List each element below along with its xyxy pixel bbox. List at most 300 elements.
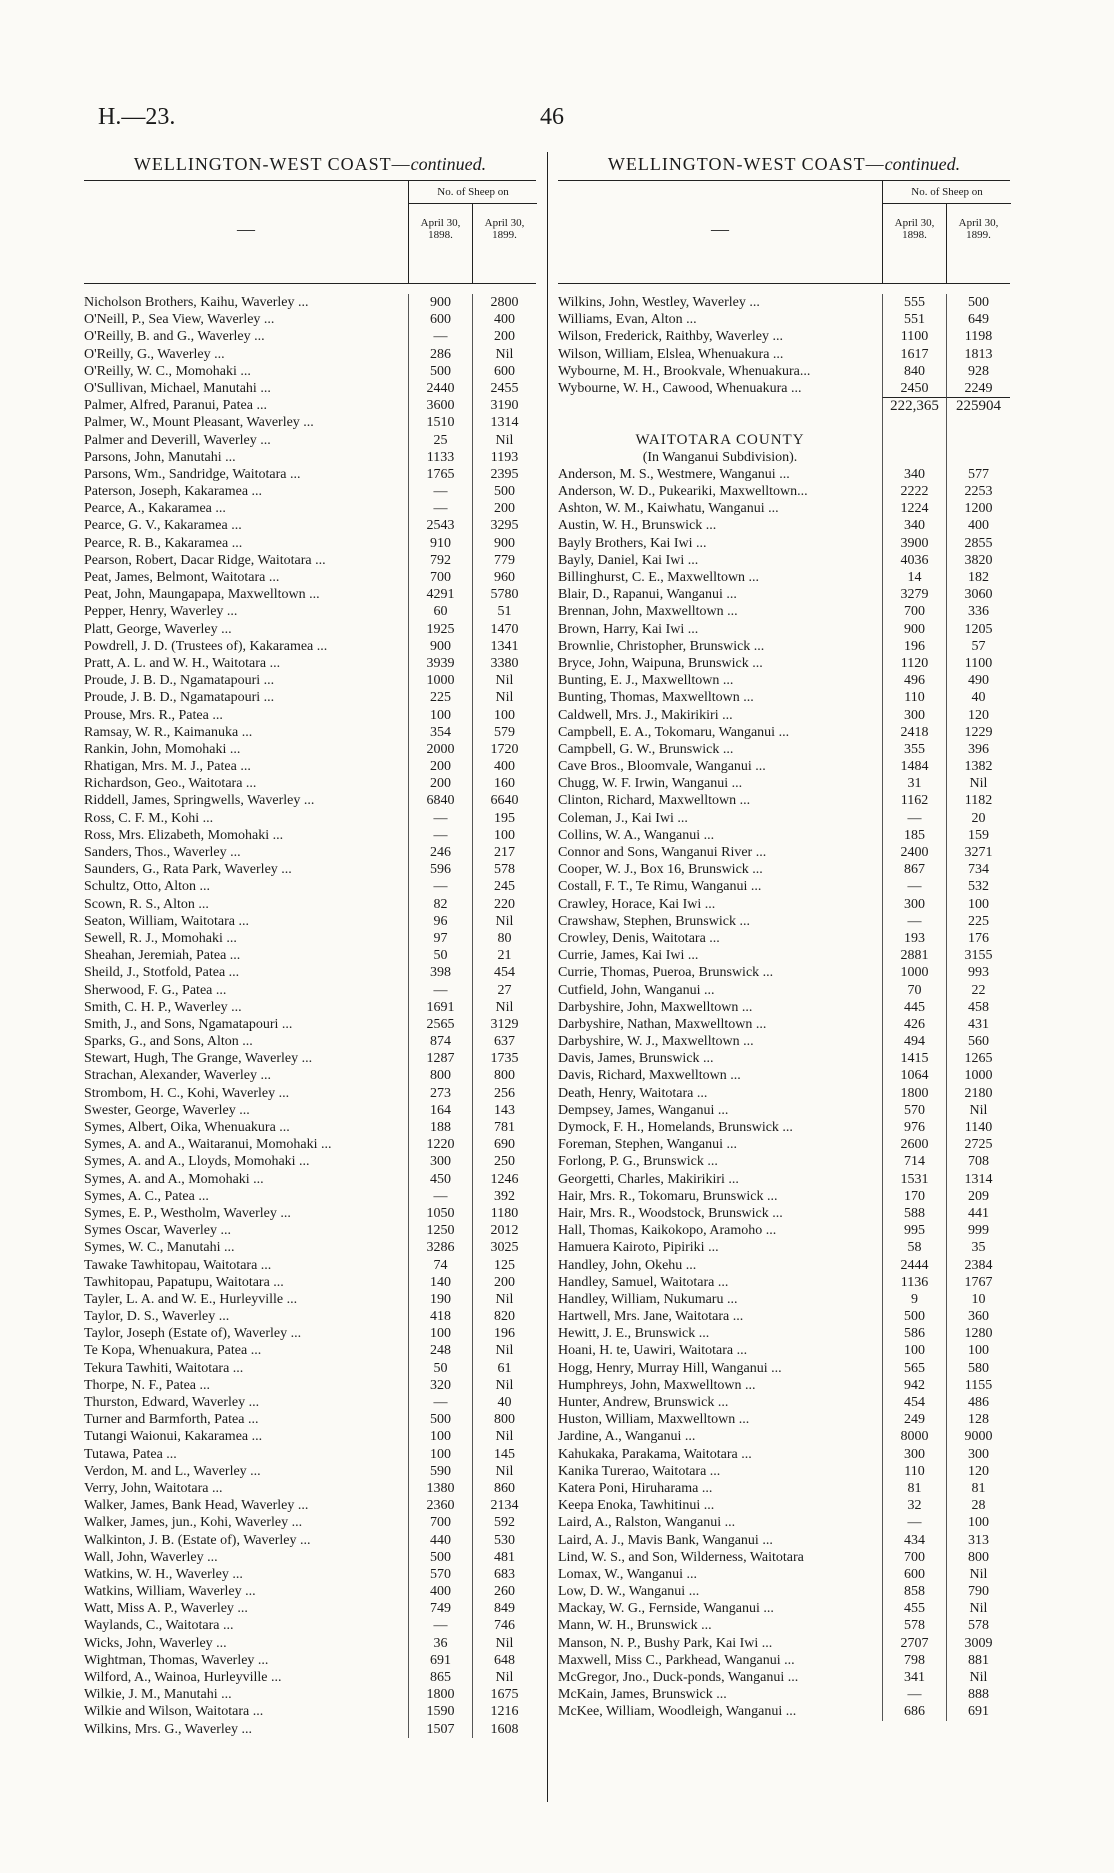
row-name: Wall, John, Waverley ...	[84, 1549, 218, 1565]
row-name: Tekura Tawhiti, Waitotara ...	[84, 1360, 244, 1376]
row-sheep-1899: 820	[472, 1308, 536, 1325]
table-row	[84, 827, 536, 844]
row-name: Wybourne, M. H., Brookvale, Whenuakura...	[558, 363, 811, 379]
row-sheep-1898: 273	[408, 1085, 472, 1102]
row-name: Billinghurst, C. E., Maxwelltown ...	[558, 570, 760, 585]
row-sheep-1898: 60	[408, 603, 472, 620]
row-sheep-1898: —	[408, 1394, 472, 1411]
row-sheep-1899: 928	[946, 363, 1010, 380]
row-sheep-1899: 1675	[472, 1686, 536, 1703]
row-sheep-1899: 2395	[472, 466, 536, 483]
row-sheep-1899: Nil	[472, 1377, 536, 1394]
table-row	[558, 1686, 1010, 1703]
row-name: Watkins, William, Waverley ...	[84, 1584, 256, 1600]
row-name: Dempsey, James, Wanganui ...	[558, 1102, 729, 1118]
row-sheep-1898: 4291	[408, 586, 472, 603]
row-sheep-1899: 220	[472, 896, 536, 913]
row-name: Tutawa, Patea ...	[84, 1446, 177, 1462]
row-sheep-1899: 481	[472, 1549, 536, 1566]
row-name: Costall, F. T., Te Rimu, Wanganui ...	[558, 879, 762, 895]
table-row	[558, 792, 1010, 809]
row-sheep-1898: 32	[882, 1497, 946, 1514]
row-name: Riddell, James, Springwells, Waverley ...	[84, 793, 315, 809]
row-sheep-1899: 1470	[472, 621, 536, 638]
right-table-header	[558, 180, 1010, 284]
row-sheep-1899: Nil	[472, 999, 536, 1016]
row-sheep-1899: Nil	[472, 913, 536, 930]
row-sheep-1898: 286	[408, 346, 472, 363]
table-row	[558, 1308, 1010, 1325]
row-name: Symes, A. and A., Lloyds, Momohaki ...	[84, 1154, 310, 1170]
table-row	[558, 500, 1010, 517]
row-sheep-1898: —	[882, 810, 946, 827]
row-name: Symes, Albert, Oika, Whenuakura ...	[84, 1120, 290, 1135]
row-sheep-1898: 2000	[408, 741, 472, 758]
page-number: 46	[540, 104, 564, 130]
table-row	[84, 758, 536, 775]
row-sheep-1899: 1198	[946, 328, 1010, 345]
row-sheep-1899: 200	[472, 1274, 536, 1291]
row-sheep-1899: 1280	[946, 1325, 1010, 1342]
table-row	[558, 1033, 1010, 1050]
table-row	[558, 999, 1010, 1016]
table-row	[84, 878, 536, 895]
row-sheep-1898: —	[882, 913, 946, 930]
table-row	[84, 1033, 536, 1050]
row-name: Stewart, Hugh, The Grange, Waverley ...	[84, 1051, 313, 1067]
row-sheep-1898: —	[408, 483, 472, 500]
row-name: Parsons, Wm., Sandridge, Waitotara ...	[84, 466, 301, 482]
row-sheep-1898: 188	[408, 1119, 472, 1136]
row-sheep-1899: 2800	[472, 294, 536, 311]
right-table-body	[558, 284, 1010, 1721]
table-row	[84, 896, 536, 913]
row-sheep-1898: 170	[882, 1188, 946, 1205]
row-sheep-1899: 21	[472, 947, 536, 964]
row-name: Crawley, Horace, Kai Iwi ...	[558, 896, 716, 912]
row-sheep-1899: 1246	[472, 1171, 536, 1188]
table-row	[84, 1514, 536, 1531]
page-id: H.—23.	[98, 104, 176, 130]
row-name: Handley, Samuel, Waitotara ...	[558, 1274, 729, 1290]
row-name: Coleman, J., Kai Iwi ...	[558, 810, 688, 826]
row-sheep-1898: 300	[882, 896, 946, 913]
row-sheep-1898: —	[408, 982, 472, 999]
row-sheep-1898: 440	[408, 1532, 472, 1549]
table-row	[84, 724, 536, 741]
row-name: Low, D. W., Wanganui ...	[558, 1584, 700, 1600]
row-sheep-1898: 200	[408, 758, 472, 775]
row-sheep-1898: 225	[408, 689, 472, 706]
table-row	[84, 964, 536, 981]
table-row	[84, 311, 536, 328]
table-row	[558, 535, 1010, 552]
row-sheep-1899: 160	[472, 775, 536, 792]
row-sheep-1898: 1415	[882, 1050, 946, 1067]
row-sheep-1899: 1200	[946, 500, 1010, 517]
row-sheep-1898: 910	[408, 535, 472, 552]
row-sheep-1898: 590	[408, 1463, 472, 1480]
row-sheep-1898: 900	[882, 621, 946, 638]
row-sheep-1898: 300	[882, 707, 946, 724]
row-sheep-1898: —	[408, 1617, 472, 1634]
row-name: Powdrell, J. D. (Trustees of), Kakaramea ...	[84, 638, 328, 654]
table-row	[558, 1222, 1010, 1239]
row-sheep-1899: 120	[946, 1463, 1010, 1480]
row-name: Bryce, John, Waipuna, Brunswick ...	[558, 655, 763, 671]
row-name: Mann, W. H., Brunswick ...	[558, 1618, 712, 1634]
row-name: Schultz, Otto, Alton ...	[84, 879, 210, 895]
table-row	[558, 964, 1010, 981]
row-sheep-1899: 81	[946, 1480, 1010, 1497]
column-divider	[547, 152, 548, 1802]
table-row	[558, 1257, 1010, 1274]
row-sheep-1899: 746	[472, 1617, 536, 1634]
row-sheep-1899: 649	[946, 311, 1010, 328]
row-sheep-1898: 1133	[408, 449, 472, 466]
row-name: Clinton, Richard, Maxwelltown ...	[558, 793, 751, 809]
row-sheep-1899: 250	[472, 1153, 536, 1170]
table-row	[84, 1463, 536, 1480]
table-row	[558, 1102, 1010, 1119]
row-sheep-1899: 61	[472, 1360, 536, 1377]
row-name: Collins, W. A., Wanganui ...	[558, 827, 715, 843]
row-name: Tayler, L. A. and W. E., Hurleyville ...	[84, 1291, 298, 1307]
total-row	[558, 397, 1010, 414]
row-sheep-1898: 50	[408, 947, 472, 964]
row-name: Campbell, G. W., Brunswick ...	[558, 741, 734, 757]
table-row	[84, 1171, 536, 1188]
row-sheep-1899: 3295	[472, 517, 536, 534]
row-name: Tawhitopau, Papatupu, Waitotara ...	[84, 1274, 284, 1290]
row-sheep-1898: 1064	[882, 1067, 946, 1084]
table-row	[558, 1153, 1010, 1170]
row-name: Darbyshire, W. J., Maxwelltown ...	[558, 1034, 754, 1050]
row-sheep-1899: 100	[946, 1342, 1010, 1359]
table-row	[84, 1721, 536, 1738]
row-sheep-1898: 588	[882, 1205, 946, 1222]
table-row	[558, 1067, 1010, 1084]
row-sheep-1899: 143	[472, 1102, 536, 1119]
row-sheep-1898: 70	[882, 982, 946, 999]
table-row	[84, 1428, 536, 1445]
row-sheep-1898: 31	[882, 775, 946, 792]
row-sheep-1898: 341	[882, 1669, 946, 1686]
table-row	[84, 1205, 536, 1222]
table-row	[558, 552, 1010, 569]
table-row	[558, 1239, 1010, 1256]
row-sheep-1899: 1193	[472, 449, 536, 466]
row-sheep-1899: 125	[472, 1257, 536, 1274]
row-sheep-1899: 2134	[472, 1497, 536, 1514]
row-name: Handley, John, Okehu ...	[558, 1257, 697, 1273]
row-sheep-1899: 431	[946, 1016, 1010, 1033]
row-sheep-1899: 1155	[946, 1377, 1010, 1394]
left-column-title	[84, 152, 536, 180]
row-name: Cooper, W. J., Box 16, Brunswick ...	[558, 862, 763, 878]
table-row	[558, 1428, 1010, 1445]
row-sheep-1899: Nil	[472, 1342, 536, 1359]
total-1898: 222,365	[882, 397, 946, 414]
total-label	[558, 397, 882, 414]
row-sheep-1898: 500	[882, 1308, 946, 1325]
spacer-row	[558, 414, 1010, 431]
table-row	[84, 621, 536, 638]
row-sheep-1899: Nil	[946, 775, 1010, 792]
row-sheep-1899: 1216	[472, 1703, 536, 1720]
row-name: Davis, Richard, Maxwelltown ...	[558, 1068, 741, 1084]
row-name: O'Reilly, W. C., Momohaki ...	[84, 363, 251, 379]
table-row	[558, 896, 1010, 913]
row-sheep-1898: 900	[408, 638, 472, 655]
row-sheep-1898: 100	[882, 1342, 946, 1359]
row-sheep-1898: —	[882, 1514, 946, 1531]
table-row	[84, 775, 536, 792]
table-row	[84, 913, 536, 930]
row-sheep-1899: 3060	[946, 586, 1010, 603]
row-sheep-1899: Nil	[472, 1669, 536, 1686]
row-name: McKain, James, Brunswick ...	[558, 1687, 727, 1703]
table-row	[84, 1686, 536, 1703]
table-row	[558, 1480, 1010, 1497]
table-row	[84, 483, 536, 500]
row-sheep-1898: 1925	[408, 621, 472, 638]
row-name: Walker, James, jun., Kohi, Waverley ...	[84, 1515, 303, 1531]
row-name: Walkinton, J. B. (Estate of), Waverley ...	[84, 1532, 311, 1548]
row-sheep-1899: 6640	[472, 792, 536, 809]
row-sheep-1899: 28	[946, 1497, 1010, 1514]
right-column-title	[558, 152, 1010, 180]
row-name: Paterson, Joseph, Kakaramea ...	[84, 484, 263, 500]
table-row	[558, 724, 1010, 741]
row-name: Symes, W. C., Manutahi ...	[84, 1240, 235, 1256]
row-name: Hoani, H. te, Uawiri, Waitotara ...	[558, 1343, 748, 1359]
row-sheep-1899: 209	[946, 1188, 1010, 1205]
row-name: Humphreys, John, Maxwelltown ...	[558, 1377, 756, 1393]
row-sheep-1898: 2418	[882, 724, 946, 741]
table-row	[558, 1497, 1010, 1514]
row-sheep-1899: 500	[946, 294, 1010, 311]
row-name: Taylor, Joseph (Estate of), Waverley ...	[84, 1326, 302, 1342]
row-sheep-1899: 225	[946, 913, 1010, 930]
row-sheep-1898: 3279	[882, 586, 946, 603]
table-row	[84, 363, 536, 380]
row-sheep-1899: 35	[946, 1239, 1010, 1256]
row-sheep-1898: 1287	[408, 1050, 472, 1067]
row-name: O'Sullivan, Michael, Manutahi ...	[84, 380, 271, 396]
row-sheep-1898: 792	[408, 552, 472, 569]
row-name: Taylor, D. S., Waverley ...	[84, 1309, 230, 1325]
row-sheep-1899: 800	[946, 1549, 1010, 1566]
row-sheep-1899: 3009	[946, 1635, 1010, 1652]
row-sheep-1898: 2400	[882, 844, 946, 861]
table-row	[558, 1377, 1010, 1394]
row-name: McGregor, Jno., Duck-ponds, Wanganui ...	[558, 1670, 799, 1685]
row-sheep-1899: Nil	[472, 1635, 536, 1652]
row-name: McKee, William, Woodleigh, Wanganui ...	[558, 1704, 797, 1720]
row-sheep-1899: 3271	[946, 844, 1010, 861]
row-name: Rankin, John, Momohaki ...	[84, 741, 241, 757]
table-row	[84, 1532, 536, 1549]
table-row	[558, 586, 1010, 603]
table-row	[558, 1463, 1010, 1480]
row-name: Connor and Sons, Wanganui River ...	[558, 845, 767, 860]
row-name: Symes, A. and A., Waitaranui, Momohaki ...	[84, 1137, 332, 1153]
table-row	[558, 517, 1010, 534]
table-row	[84, 1446, 536, 1463]
table-row	[84, 1291, 536, 1308]
row-sheep-1899: 80	[472, 930, 536, 947]
row-sheep-1899: 2253	[946, 483, 1010, 500]
row-sheep-1898: 140	[408, 1274, 472, 1291]
row-name: Hall, Thomas, Kaikokopo, Aramoho ...	[558, 1223, 777, 1239]
row-name: Caldwell, Mrs. J., Makirikiri ...	[558, 707, 733, 723]
table-row	[84, 844, 536, 861]
row-name: Strombom, H. C., Kohi, Waverley ...	[84, 1085, 290, 1101]
row-sheep-1898: 2450	[882, 380, 946, 397]
right-rows-b	[558, 466, 1010, 1721]
row-sheep-1899: 1205	[946, 621, 1010, 638]
row-sheep-1898: 340	[882, 517, 946, 534]
table-row	[558, 827, 1010, 844]
row-name: Georgetti, Charles, Makirikiri ...	[558, 1171, 739, 1187]
subdivision-heading	[558, 449, 1010, 466]
row-sheep-1899: 195	[472, 810, 536, 827]
table-row	[558, 1617, 1010, 1634]
row-name: Turner and Barmforth, Patea ...	[84, 1412, 259, 1428]
row-sheep-1898: 300	[882, 1446, 946, 1463]
row-sheep-1898: 1120	[882, 655, 946, 672]
row-name: Thurston, Edward, Waverley ...	[84, 1395, 260, 1410]
row-sheep-1898: 496	[882, 672, 946, 689]
row-sheep-1898: 454	[882, 1394, 946, 1411]
row-name: Brownlie, Christopher, Brunswick ...	[558, 638, 765, 654]
row-sheep-1898: 418	[408, 1308, 472, 1325]
row-sheep-1899: 40	[472, 1394, 536, 1411]
row-sheep-1898: 398	[408, 964, 472, 981]
row-sheep-1899: 100	[946, 896, 1010, 913]
table-row	[84, 1549, 536, 1566]
row-sheep-1898: 600	[408, 311, 472, 328]
row-name: Wilkie, J. M., Manutahi ...	[84, 1687, 232, 1703]
left-title-text: WELLINGTON-WEST COAST—	[133, 154, 411, 174]
row-name: Symes, A. and A., Momohaki ...	[84, 1171, 264, 1187]
table-row	[84, 380, 536, 397]
row-name: Kanika Turerao, Waitotara ...	[558, 1463, 721, 1479]
row-name: Currie, James, Kai Iwi ...	[558, 948, 699, 964]
row-sheep-1898: 50	[408, 1360, 472, 1377]
row-name: Campbell, E. A., Tokomaru, Wanganui ...	[558, 724, 790, 740]
row-name: Peat, John, Maungapapa, Maxwelltown ...	[84, 587, 320, 603]
row-name: Ross, C. F. M., Kohi ...	[84, 810, 214, 826]
table-row	[84, 1050, 536, 1067]
table-row	[84, 328, 536, 345]
table-row	[84, 638, 536, 655]
table-row	[84, 1497, 536, 1514]
row-sheep-1899: 2012	[472, 1222, 536, 1239]
row-name: O'Reilly, B. and G., Waverley ...	[84, 329, 265, 345]
row-sheep-1899: 849	[472, 1600, 536, 1617]
row-sheep-1899: 2249	[946, 380, 1010, 397]
row-sheep-1898: 596	[408, 861, 472, 878]
row-sheep-1898: 340	[882, 466, 946, 483]
table-row	[558, 1600, 1010, 1617]
row-name: Anderson, M. S., Westmere, Wanganui ...	[558, 466, 790, 482]
table-row	[84, 1394, 536, 1411]
row-name: Sheahan, Jeremiah, Patea ...	[84, 948, 241, 964]
row-sheep-1898: 164	[408, 1102, 472, 1119]
row-sheep-1898: 686	[882, 1703, 946, 1720]
row-sheep-1898: 110	[882, 1463, 946, 1480]
row-sheep-1898: 551	[882, 311, 946, 328]
row-sheep-1898: 500	[408, 1411, 472, 1428]
row-sheep-1898: 1691	[408, 999, 472, 1016]
row-sheep-1899: 1180	[472, 1205, 536, 1222]
table-row	[558, 1583, 1010, 1600]
row-name: Wicks, John, Waverley ...	[84, 1635, 227, 1651]
row-sheep-1898: 500	[408, 1549, 472, 1566]
table-row	[84, 1085, 536, 1102]
left-table-body	[84, 284, 536, 1738]
row-name: Brown, Harry, Kai Iwi ...	[558, 621, 699, 637]
row-sheep-1898: —	[408, 1188, 472, 1205]
row-name: Wybourne, W. H., Cawood, Whenuakura ...	[558, 380, 802, 396]
row-sheep-1899: 200	[472, 500, 536, 517]
row-sheep-1899: 3820	[946, 552, 1010, 569]
table-row	[84, 689, 536, 706]
county-title: WAITOTARA COUNTY	[635, 431, 805, 448]
row-name: Proude, J. B. D., Ngamatapouri ...	[84, 690, 275, 706]
right-header-col1: April 30, 1898.	[882, 204, 946, 283]
row-sheep-1898: 193	[882, 930, 946, 947]
row-sheep-1899: Nil	[946, 1566, 1010, 1583]
row-sheep-1899: 637	[472, 1033, 536, 1050]
row-name: Hunter, Andrew, Brunswick ...	[558, 1395, 729, 1410]
row-name: Palmer, W., Mount Pleasant, Waverley ...	[84, 415, 314, 431]
row-name: Williams, Evan, Alton ...	[558, 312, 697, 328]
row-sheep-1898: 58	[882, 1239, 946, 1256]
row-sheep-1899: 200	[472, 328, 536, 345]
table-row	[558, 380, 1010, 397]
row-sheep-1898: —	[408, 810, 472, 827]
row-sheep-1898: 840	[882, 363, 946, 380]
table-row	[558, 1411, 1010, 1428]
row-sheep-1899: Nil	[472, 432, 536, 449]
table-row	[558, 1532, 1010, 1549]
row-sheep-1899: Nil	[946, 1600, 1010, 1617]
row-sheep-1898: 354	[408, 724, 472, 741]
row-sheep-1899: 1720	[472, 741, 536, 758]
table-row	[84, 535, 536, 552]
row-name: Cutfield, John, Wanganui ...	[558, 982, 715, 998]
row-sheep-1898: 1000	[882, 964, 946, 981]
row-sheep-1898: 1507	[408, 1721, 472, 1738]
table-row	[84, 861, 536, 878]
row-sheep-1899: 400	[472, 758, 536, 775]
row-sheep-1899: 734	[946, 861, 1010, 878]
row-sheep-1899: 260	[472, 1583, 536, 1600]
table-row	[84, 1669, 536, 1686]
table-row	[84, 1703, 536, 1720]
left-header-col2: April 30, 1899.	[472, 204, 536, 283]
table-row	[558, 1549, 1010, 1566]
row-sheep-1899: 790	[946, 1583, 1010, 1600]
row-sheep-1899: 960	[472, 569, 536, 586]
left-header-sheep: No. of Sheep on	[408, 181, 537, 204]
row-sheep-1898: 570	[882, 1102, 946, 1119]
row-name: Symes, E. P., Westholm, Waverley ...	[84, 1205, 291, 1221]
row-sheep-1899: 993	[946, 964, 1010, 981]
